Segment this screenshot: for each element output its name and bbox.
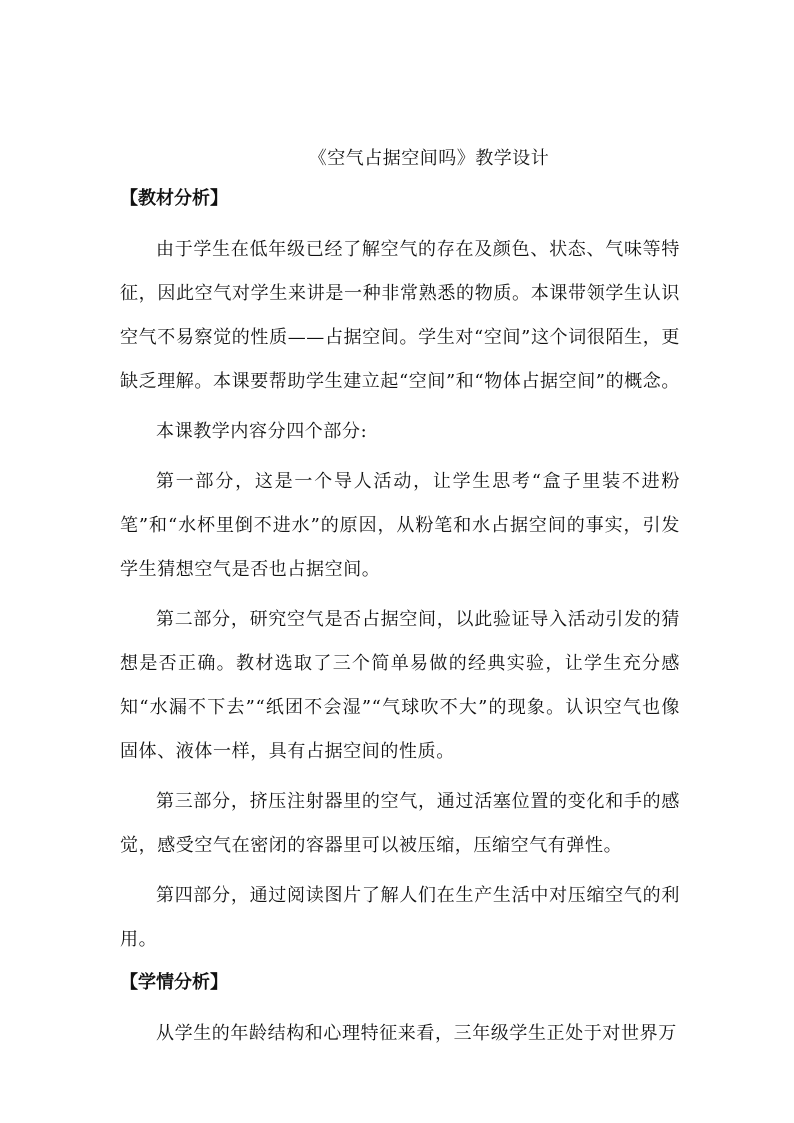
paragraph: 第三部分，挤压注射器里的空气，通过活塞位置的变化和手的感觉，感受空气在密闭的容器里可以被压缩，压缩空气有弹性。: [120, 791, 680, 856]
paragraph: 从学生的年龄结构和心理特征来看，三年级学生正处于对世界万: [156, 1023, 677, 1044]
section-heading-learner-analysis: 【学情分析】: [120, 972, 228, 993]
document-body: [120, 146, 680, 1062]
paragraph: 由于学生在低年级已经了解空气的存在及颜色、状态、气味等特征，因此空气对学生来讲是一种非常熟悉的物质。本课带领学生认识空气不易察觉的性质——占据空间。学生对“空间”这个词很陌生，更缺乏理解。本课要帮助学生建立起“空间”和“物体占据空间”的概念。: [120, 239, 681, 392]
document-title: 《空气占据空间吗》教学设计: [308, 148, 550, 169]
paragraph: 第一部分，这是一个导人活动，让学生思考“盒子里装不进粉笔”和“水杯里倒不进水”的原因，从粉笔和水占据空间的事实，引发学生猜想空气是否也占据空间。: [120, 471, 680, 580]
section-heading-textbook-analysis: 【教材分析】: [120, 188, 228, 209]
paragraph: 本课教学内容分四个部分:: [156, 421, 368, 442]
paragraph: 第二部分，研究空气是否占据空间，以此验证导入活动引发的猜想是否正确。教材选取了三个简单易做的经典实验，让学生充分感知“水漏不下去”“纸团不会湿”“气球吹不大”的现象。认识空气也像固体、液体一样，具有占据空间的性质。: [120, 609, 680, 762]
paragraph: 第四部分，通过阅读图片了解人们在生产生活中对压缩空气的利用。: [120, 885, 680, 950]
